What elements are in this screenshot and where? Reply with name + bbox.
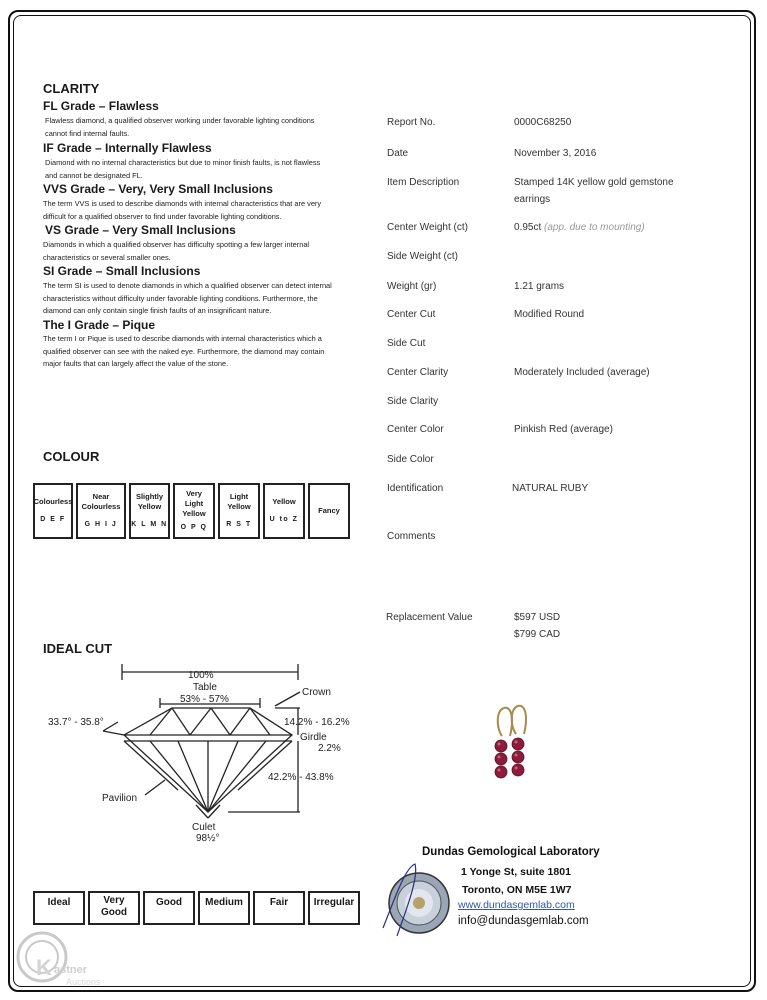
lab-website-link[interactable]: www.dundasgemlab.com	[458, 899, 575, 911]
if-grade-title: IF Grade – Internally Flawless	[43, 141, 212, 155]
i-grade-title: The I Grade – Pique	[43, 318, 156, 332]
cut-grade-good: Good	[143, 891, 195, 925]
identification-value: NATURAL RUBY	[512, 483, 589, 494]
fl-grade-title: FL Grade – Flawless	[43, 99, 159, 113]
crown-height-label: 14.2% - 16.2%	[284, 717, 350, 728]
cut-grade-medium: Medium	[198, 891, 250, 925]
earrings-photo	[482, 700, 552, 795]
watermark-word-2: Auctions	[66, 977, 101, 987]
side-color-label: Side Color	[387, 454, 434, 465]
kastner-auctions-logo	[10, 925, 120, 993]
lab-address-1: 1 Yonge St, suite 1801	[461, 866, 571, 878]
lab-email[interactable]: info@dundasgemlab.com	[458, 915, 589, 927]
center-cut-value: Modified Round	[514, 309, 585, 320]
watermark-text: K	[36, 955, 52, 980]
item-description-label: Item Description	[387, 177, 460, 188]
colour-cell-near-colourless: Near Colourless G H I J	[76, 483, 126, 539]
width-label: 100%	[188, 670, 214, 681]
clarity-heading: CLARITY	[43, 81, 100, 96]
fl-grade-text: Flawless diamond, a qualified observer working under favorable lighting conditions cannot find internal faults.	[45, 116, 315, 138]
center-clarity-value: Moderately Included (average)	[514, 367, 650, 378]
colour-cell-colourless: Colourless D E F	[33, 483, 73, 539]
culet-value-label: 98½°	[196, 833, 220, 844]
lab-seal	[375, 858, 460, 943]
center-weight-note: (app. due to mounting)	[544, 222, 645, 233]
cut-grade-table	[33, 891, 360, 925]
center-cut-label: Center Cut	[387, 309, 436, 320]
i-grade-text: The term I or Pique is used to describe diamonds with internal characteristics which a qualified observer can see with the naked eye. Furthermore, the diamond may contain major faults that can largely affect the value of the stone.	[43, 334, 325, 369]
identification-label: Identification	[387, 483, 444, 494]
weight-value: 1.21 grams	[514, 281, 565, 292]
colour-cell-yellow: Yellow U to Z	[263, 483, 305, 539]
lab-address-2: Toronto, ON M5E 1W7	[462, 884, 572, 896]
if-grade-text: Diamond with no internal characteristics but due to minor finish faults, is not flawless and cannot be designated FL.	[45, 158, 321, 180]
center-clarity-label: Center Clarity	[387, 367, 449, 378]
ideal-cut-heading: IDEAL CUT	[43, 641, 113, 656]
cut-grade-ideal: Ideal	[33, 891, 85, 925]
colour-cell-light-yellow: Light Yellow R S T	[218, 483, 260, 539]
colour-cell-very-light-yellow: Very Light Yellow O P Q	[173, 483, 215, 539]
center-color-value: Pinkish Red (average)	[514, 424, 613, 435]
girdle-value-label: 2.2%	[318, 743, 341, 754]
center-color-label: Center Color	[387, 424, 444, 435]
date-value: November 3, 2016	[514, 148, 597, 159]
si-grade-title: SI Grade – Small Inclusions	[43, 264, 201, 278]
colour-heading: COLOUR	[43, 449, 100, 464]
vs-grade-title: VS Grade – Very Small Inclusions	[45, 223, 236, 237]
center-weight-value: 0.95ct (app. due to mounting)	[514, 222, 645, 233]
colour-cell-slightly-yellow: Slightly Yellow K L M N	[129, 483, 170, 539]
watermark-word-1: astner	[54, 964, 88, 976]
pavilion-depth-label: 42.2% - 43.8%	[268, 772, 334, 783]
side-weight-label: Side Weight (ct)	[387, 251, 458, 262]
vvs-grade-text: The term VVS is used to describe diamonds with internal characteristics that are very difficult for a qualified observer to find under favorable lighting conditions.	[43, 199, 322, 221]
cut-grade-irregular: Irregular	[308, 891, 360, 925]
item-description-value: Stamped 14K yellow gold gemstone earrings	[514, 177, 674, 205]
crown-angle-label: 33.7° - 35.8°	[48, 717, 104, 728]
comments-label: Comments	[387, 531, 436, 542]
cut-grade-fair: Fair	[253, 891, 305, 925]
culet-label: Culet	[192, 822, 216, 833]
si-grade-text: The term SI is used to denote diamonds in which a qualified observer can detect internal characteristics without difficulty under favorable lighting conditions. Furthermore, the diamond can only contain single finish faults of an insignificant nature.	[43, 281, 332, 316]
vvs-grade-title: VVS Grade – Very, Very Small Inclusions	[43, 182, 273, 196]
replacement-value: $597 USD $799 CAD	[514, 612, 561, 640]
cut-grade-very-good: Very Good	[88, 891, 140, 925]
weight-label: Weight (gr)	[387, 281, 437, 292]
side-cut-label: Side Cut	[387, 338, 426, 349]
pavilion-label: Pavilion	[102, 793, 138, 804]
side-clarity-label: Side Clarity	[387, 396, 439, 407]
report-no-value: 0000C68250	[514, 117, 572, 128]
date-label: Date	[387, 148, 409, 159]
table-range-label: 53% - 57%	[180, 694, 229, 705]
lab-name: Dundas Gemological Laboratory	[422, 846, 600, 858]
colour-cell-fancy: Fancy	[308, 483, 350, 539]
table-label: Table	[193, 682, 217, 693]
center-weight-label: Center Weight (ct)	[387, 222, 468, 233]
vs-grade-text: Diamonds in which a qualified observer has difficulty spotting a few larger internal characteristics or several smaller ones.	[43, 240, 310, 262]
replacement-value-label: Replacement Value	[386, 612, 473, 623]
crown-label: Crown	[302, 687, 331, 698]
report-no-label: Report No.	[387, 117, 436, 128]
girdle-label: Girdle	[300, 732, 327, 743]
